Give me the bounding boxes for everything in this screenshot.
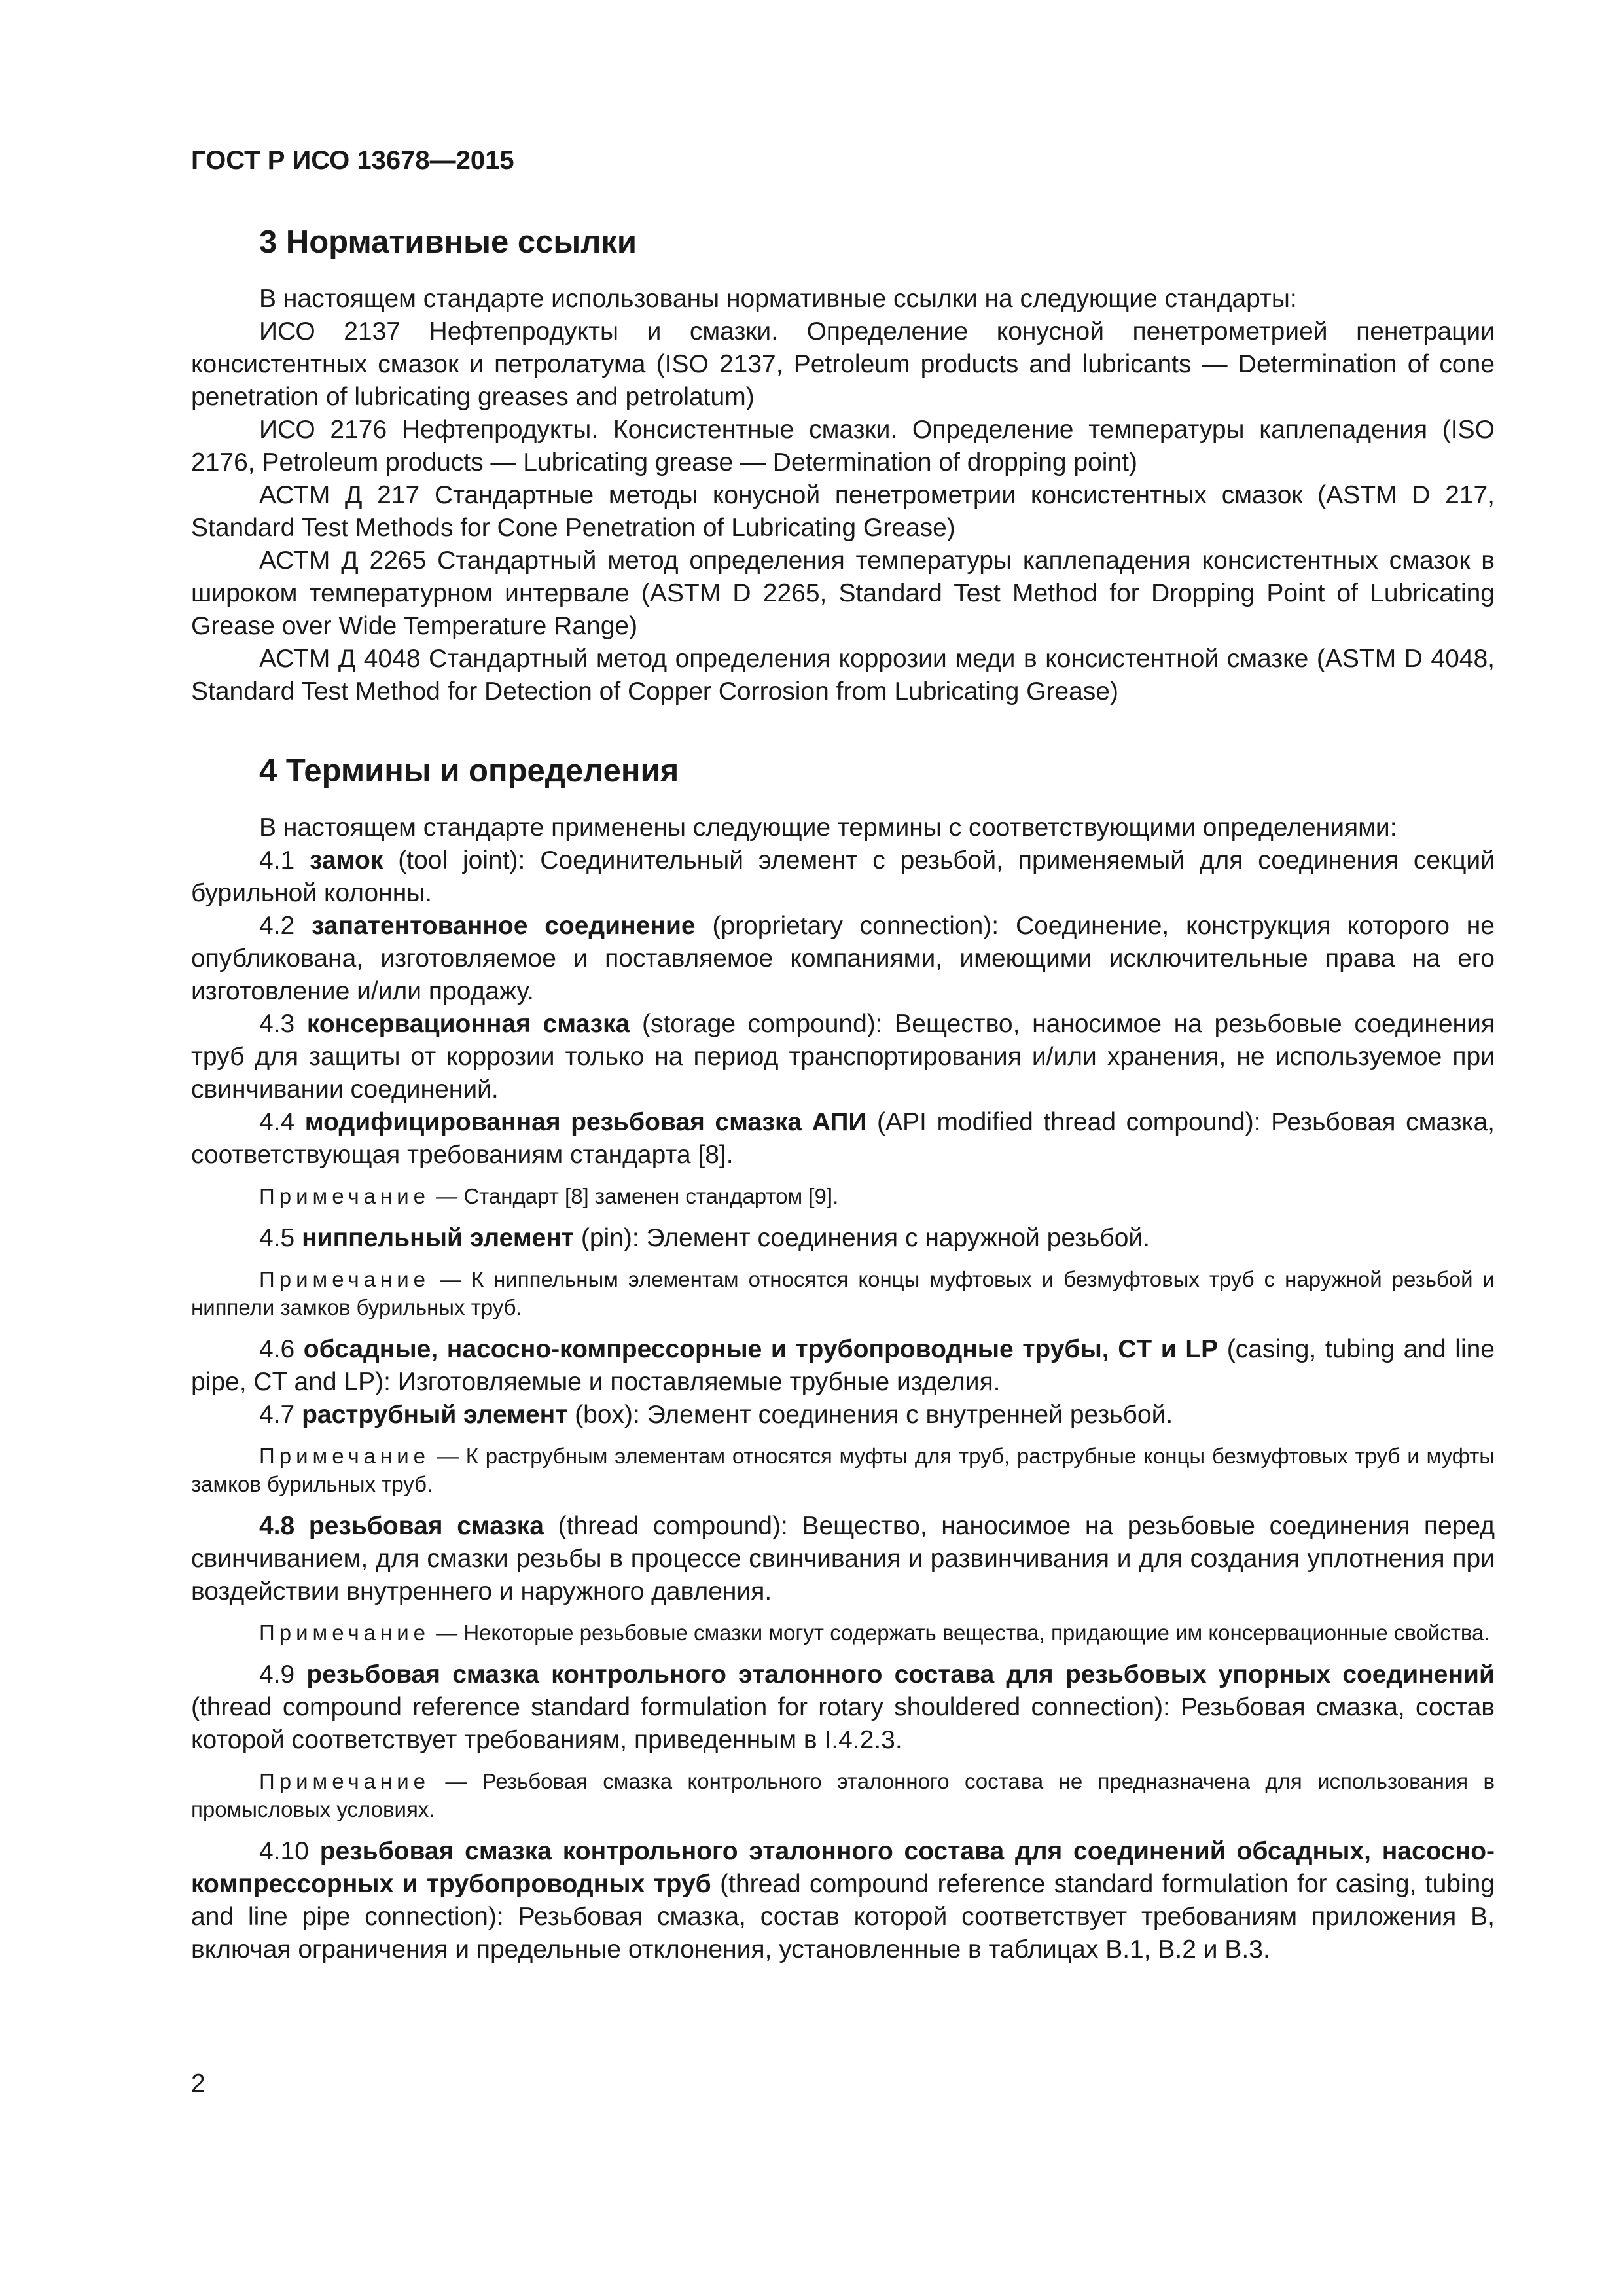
term-definition: (thread compound reference standard formulation for casing, tubing and line pipe connection): Резьбовая смазка, состав которой соответствует требованиям приложения В, включая ограничения и предельные отклонения, установленные в таблицах В.1, В.2 и В.3. bbox=[191, 1870, 1495, 1964]
term-definition: (casing, tubing and line pipe, CT and LP): Изготовляемые и поставляемые трубные изделия. bbox=[191, 1335, 1495, 1396]
note-text: — К раструбным элементам относятся муфты для труб, раструбные концы безмуфтовых труб и муфты замков бурильных труб. bbox=[191, 1444, 1495, 1496]
note-text: — Стандарт [8] заменен стандартом [9]. bbox=[430, 1184, 839, 1208]
term-name: консервационная смазка bbox=[306, 1010, 630, 1038]
note-4-9 bbox=[191, 1767, 1495, 1823]
reference-astm-d2265: АСТМ Д 2265 Стандартный метод определения температуры каплепадения консистентных смазок в широком температурном интервале (ASTM D 2265, Standard Test Method for Dropping Point of Lubricating Grease over Wide Temperature Range) bbox=[191, 547, 1495, 640]
reference-iso-2137: ИСО 2137 Нефтепродукты и смазки. Определение конусной пенетрометрией пенетрации консистентных смазок и петролатума (ISO 2137, Petroleum products and lubricants — Determination of cone penetration of lubricating greases and petrolatum) bbox=[191, 317, 1495, 411]
document-code-header: ГОСТ Р ИСО 13678—2015 bbox=[191, 146, 514, 175]
section-4-title: 4 Термины и определения bbox=[259, 753, 679, 789]
term-name: резьбовая смазка контрольного эталонного состава для соединений обсадных, насосно-компрессорных и трубопроводных труб bbox=[191, 1837, 1495, 1898]
term-name: ниппельный элемент bbox=[302, 1224, 575, 1252]
note-label: Примечание bbox=[259, 1267, 431, 1291]
term-4-3 bbox=[191, 1008, 1495, 1106]
term-name: резьбовая смазка контрольного эталонного состава для резьбовых упорных соединений bbox=[306, 1660, 1495, 1689]
reference-astm-d4048: АСТМ Д 4048 Стандартный метод определения коррозии меди в консистентной смазке (ASTM D 4048, Standard Test Method for Detection of Copper Corrosion from Lubricating Grease) bbox=[191, 645, 1495, 706]
term-number: 4.8 bbox=[259, 1512, 295, 1540]
term-definition: (storage compound): Вещество, наносимое на резьбовые соединения труб для защиты от коррозии только на период транспортирования и/или хранения, не используемое при свинчивании соединений. bbox=[191, 1010, 1495, 1103]
term-definition: (thread compound reference standard formulation for rotary shouldered connection): Резьбовая смазка, состав которой соответствует требованиям, приведенным в I.4.2.3. bbox=[191, 1693, 1495, 1754]
term-4-8 bbox=[191, 1510, 1495, 1608]
term-definition: (thread compound): Вещество, наносимое на резьбовые соединения перед свинчиванием, для смазки резьбы в процессе свинчивания и развинчивания и для создания уплотнения при воздействии внутреннего и наружного давления. bbox=[191, 1512, 1495, 1605]
term-definition: (pin): Элемент соединения с наружной резьбой. bbox=[574, 1224, 1150, 1252]
section-4-intro: В настоящем стандарте применены следующие термины с соответствующими определениями: bbox=[259, 814, 1397, 842]
note-4-5 bbox=[191, 1265, 1495, 1321]
term-4-4 bbox=[191, 1106, 1495, 1172]
note-label: Примечание bbox=[259, 1444, 431, 1468]
term-4-6 bbox=[191, 1333, 1495, 1399]
note-text: — К ниппельным элементам относятся концы муфтовых и безмуфтовых труб с наружной резьбой и ниппели замков бурильных труб. bbox=[191, 1267, 1495, 1319]
term-4-10 bbox=[191, 1835, 1495, 1966]
reference-iso-2176: ИСО 2176 Нефтепродукты. Консистентные смазки. Определение температуры каплепадения (ISO 2176, Petroleum products — Lubricating grease — Determination of dropping point) bbox=[191, 416, 1495, 476]
note-text: — Резьбовая смазка контрольного эталонного состава не предназначена для использования в промысловых условиях. bbox=[191, 1769, 1495, 1821]
term-definition: (API modified thread compound): Резьбовая смазка, соответствующая требованиям стандарта [8]. bbox=[191, 1108, 1495, 1169]
term-4-9 bbox=[191, 1659, 1495, 1757]
term-4-7 bbox=[191, 1399, 1495, 1431]
term-number: 4.9 bbox=[259, 1660, 295, 1689]
term-name: раструбный элемент bbox=[302, 1401, 568, 1429]
term-name: резьбовая смазка bbox=[308, 1512, 544, 1540]
document-page bbox=[191, 144, 1495, 1966]
term-number: 4.5 bbox=[259, 1224, 295, 1252]
note-label: Примечание bbox=[259, 1184, 431, 1208]
term-number: 4.6 bbox=[259, 1335, 295, 1363]
term-number: 4.10 bbox=[259, 1837, 309, 1865]
reference-astm-d217: АСТМ Д 217 Стандартные методы конусной пенетрометрии консистентных смазок (ASTM D 217, Standard Test Methods for Cone Penetration of Lubricating Grease) bbox=[191, 481, 1495, 542]
term-4-5 bbox=[191, 1222, 1495, 1255]
term-definition: (proprietary connection): Соединение, конструкция которого не опубликована, изготовляемое и поставляемое компаниями, имеющими исключительные права на его изготовление и/или продажу. bbox=[191, 912, 1495, 1005]
term-definition: (box): Элемент соединения с внутренней резьбой. bbox=[567, 1401, 1173, 1429]
term-name: обсадные, насосно-компрессорные и трубопроводные трубы, CT и LP bbox=[303, 1335, 1219, 1363]
term-name: модифицированная резьбовая смазка АПИ bbox=[304, 1108, 867, 1136]
note-label: Примечание bbox=[259, 1769, 431, 1793]
term-number: 4.1 bbox=[259, 846, 295, 874]
note-text: — Некоторые резьбовые смазки могут содержать вещества, придающие им консервационные свойства. bbox=[430, 1621, 1490, 1645]
page-number: 2 bbox=[191, 2070, 205, 2098]
term-number: 4.3 bbox=[259, 1010, 295, 1038]
term-number: 4.7 bbox=[259, 1401, 295, 1429]
term-4-2 bbox=[191, 910, 1495, 1008]
note-label: Примечание bbox=[259, 1621, 431, 1645]
term-number: 4.4 bbox=[259, 1108, 295, 1136]
term-number: 4.2 bbox=[259, 912, 295, 940]
section-3-intro: В настоящем стандарте использованы нормативные ссылки на следующие стандарты: bbox=[259, 285, 1297, 313]
term-4-1 bbox=[191, 844, 1495, 910]
term-name: замок bbox=[310, 846, 383, 874]
section-3-title: 3 Нормативные ссылки bbox=[259, 224, 637, 260]
term-name: запатентованное соединение bbox=[312, 912, 696, 940]
term-definition: (tool joint): Соединительный элемент с резьбой, применяемый для соединения секций бурильной колонны. bbox=[191, 846, 1495, 907]
note-4-7 bbox=[191, 1442, 1495, 1498]
note-4-8 bbox=[191, 1619, 1495, 1647]
note-4-4 bbox=[191, 1182, 1495, 1210]
